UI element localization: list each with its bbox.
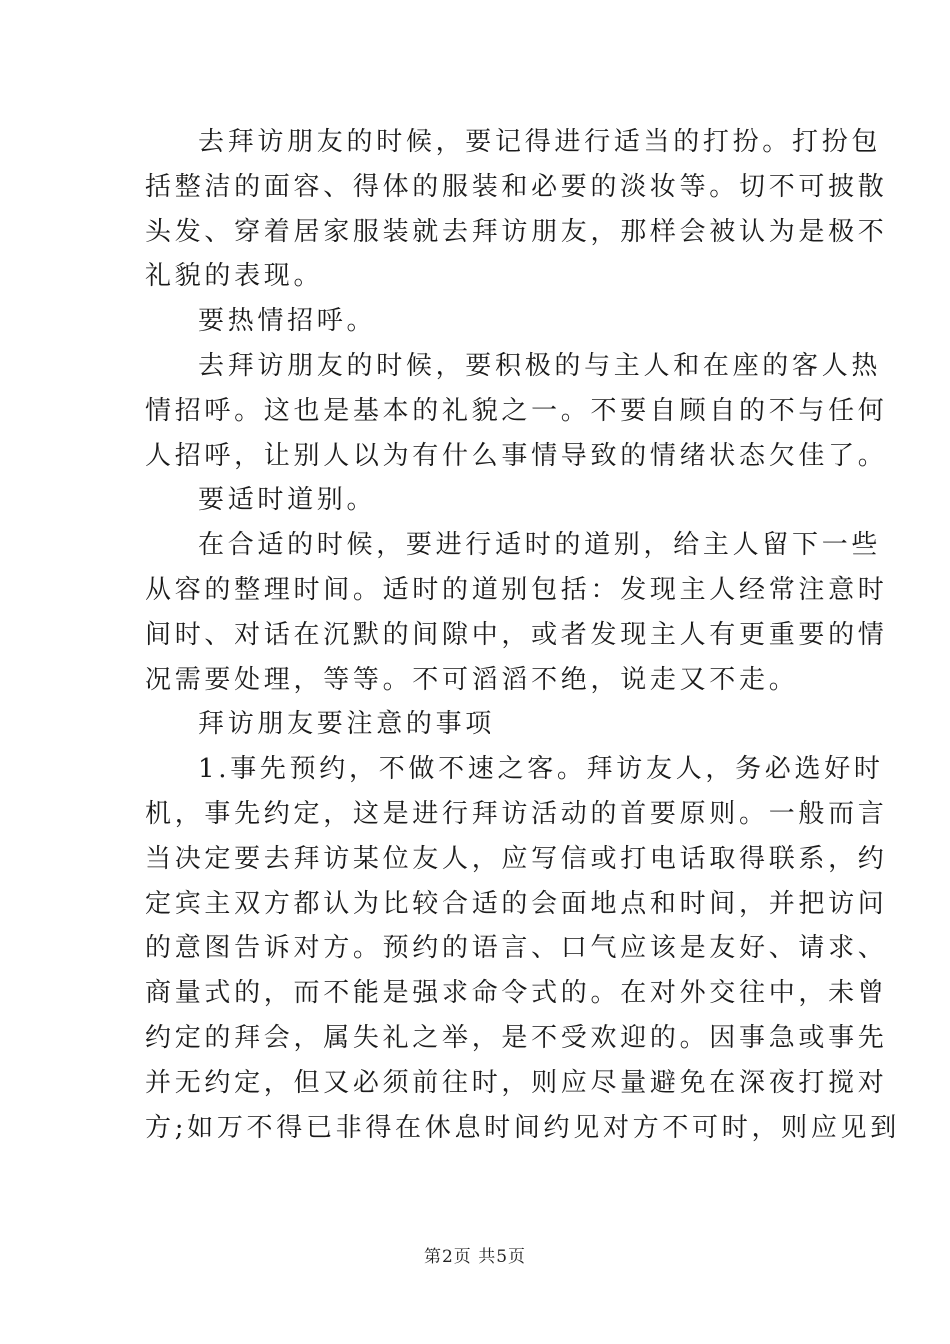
paragraph-line: 人招呼，让别人以为有什么事情导致的情绪状态欠佳了。 [145,440,888,471]
paragraph-line: 定宾主双方都认为比较合适的会面地点和时间，并把访问 [145,888,888,919]
paragraph-line: 去拜访朋友的时候，要记得进行适当的打扮。打扮包 [198,127,882,157]
paragraph-line: 礼貌的表现。 [145,261,324,292]
page-number-footer: 第2页 共5页 [423,1247,527,1267]
paragraph-line: 括整洁的面容、得体的服装和必要的淡妆等。切不可披散 [145,171,888,202]
section-heading: 要热情招呼。 [198,306,377,337]
paragraph-line: 商量式的，而不能是强求命令式的。在对外交往中，未曾 [145,978,888,1009]
paragraph-line: 当决定要去拜访某位友人，应写信或打电话取得联系，约 [145,843,888,874]
paragraph-line: 在合适的时候，要进行适时的道别，给主人留下一些 [198,530,882,561]
paragraph-line: 并无约定，但又必须前往时，则应尽量避免在深夜打搅对 [145,1067,888,1098]
paragraph-line: 的意图告诉对方。预约的语言、口气应该是友好、请求、 [145,933,888,964]
paragraph-line: 头发、穿着居家服装就去拜访朋友，那样会被认为是极不 [145,216,888,247]
paragraph-line: 间时、对话在沉默的间隙中，或者发现主人有更重要的情 [145,619,888,650]
paragraph-line: 1.事先预约，不做不速之客。拜访友人，务必选好时 [198,754,884,785]
paragraph-line: 况需要处理，等等。不可滔滔不绝，说走又不走。 [145,664,799,695]
paragraph-line: 约定的拜会，属失礼之举，是不受欢迎的。因事急或事先 [145,1022,888,1053]
paragraph-line: 情招呼。这也是基本的礼貌之一。不要自顾自的不与任何 [145,395,888,426]
document-body [145,120,900,1150]
paragraph-line: 方;如万不得已非得在休息时间约见对方不可时，则应见到 [145,1112,900,1143]
section-heading: 拜访朋友要注意的事项 [198,709,496,740]
paragraph-line: 从容的整理时间。适时的道别包括：发现主人经常注意时 [145,574,888,605]
paragraph-line: 去拜访朋友的时候，要积极的与主人和在座的客人热 [198,350,882,381]
section-heading: 要适时道别。 [198,485,377,516]
paragraph-line: 机，事先约定，这是进行拜访活动的首要原则。一般而言 [145,798,888,829]
